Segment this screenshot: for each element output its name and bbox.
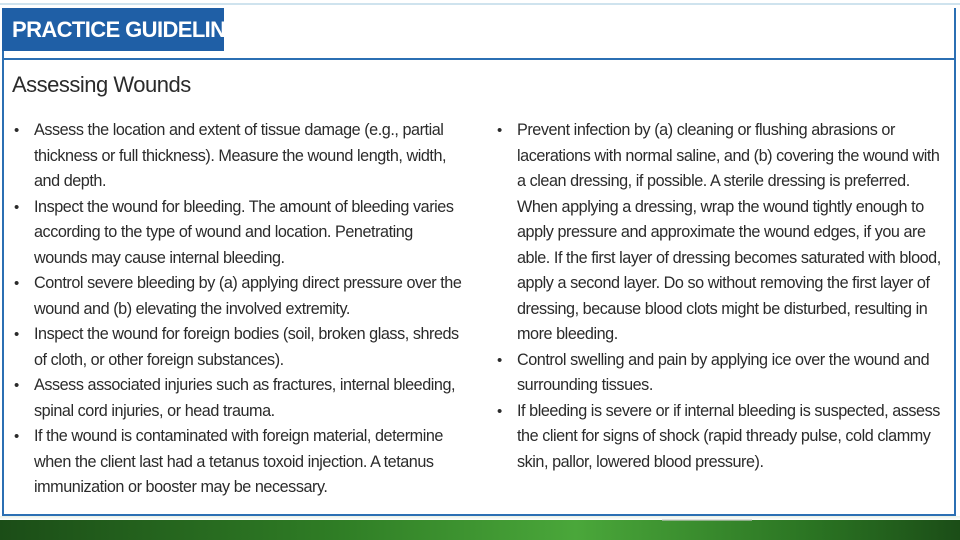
- list-item-text: If bleeding is severe or if internal bleeding is suspected, assess the client for signs of shock (rapid thready pulse, cold clammy skin, pallor, lowered blood pressure).: [517, 401, 940, 471]
- bullet-icon: •: [14, 275, 19, 292]
- list-item: [497, 348, 942, 399]
- bullet-icon: •: [14, 122, 19, 139]
- footer-green-bar: [0, 520, 960, 540]
- list-item: [497, 399, 942, 476]
- list-item: [14, 424, 469, 501]
- list-item-text: Control severe bleeding by (a) applying direct pressure over the wound and (b) elevating the involved extremity.: [34, 274, 462, 318]
- list-item-text: If the wound is contaminated with foreign material, determine when the client last had a tetanus toxoid injection. A tetanus immunization or booster may be necessary.: [34, 427, 443, 496]
- header-underline: [4, 58, 954, 60]
- list-item-text: Inspect the wound for foreign bodies (soil, broken glass, shreds of cloth, or other foreign substances).: [34, 325, 459, 369]
- footer-faint-mark: [662, 519, 752, 521]
- bullet-icon: •: [497, 402, 502, 420]
- bullet-icon: •: [14, 428, 19, 445]
- right-bullet-list: [497, 118, 942, 475]
- top-rule: [0, 3, 960, 5]
- bullet-icon: •: [14, 198, 19, 216]
- list-item: [14, 271, 469, 322]
- bullet-icon: •: [14, 377, 19, 394]
- list-item: [14, 322, 469, 373]
- list-item-text: Inspect the wound for bleeding. The amount of bleeding varies according to the type of wound and location. Penetrating wounds may cause internal bleeding.: [34, 197, 454, 267]
- list-item-text: Prevent infection by (a) cleaning or flushing abrasions or lacerations with normal saline, and (b) covering the wound with a clean dressing, if possible. A sterile dressing is preferred. When applying a dressing, wrap the wound tightly enough to apply pressure and approximate the wound edges, if you are able. If the first layer of dressing becomes saturated with blood, apply a second layer. Do so without removing the first layer of dressing, because blood clots might be disturbed, resulting in more bleeding.: [517, 121, 941, 343]
- list-item-text: Assess the location and extent of tissue damage (e.g., partial thickness or full thickness). Measure the wound length, width, and depth.: [34, 121, 447, 190]
- list-item: [14, 195, 469, 272]
- bullet-icon: •: [14, 326, 19, 343]
- list-item-text: Assess associated injuries such as fractures, internal bleeding, spinal cord injuries, or head trauma.: [34, 376, 456, 420]
- list-item: [497, 118, 942, 348]
- bullet-icon: •: [497, 351, 502, 369]
- list-item: [14, 373, 469, 424]
- list-item-text: Control swelling and pain by applying ice over the wound and surrounding tissues.: [517, 350, 930, 394]
- header-tab: PRACTICE GUIDELINES: [2, 8, 224, 51]
- list-item: [14, 118, 469, 195]
- bullet-icon: •: [497, 122, 502, 139]
- left-bullet-list: [14, 118, 469, 501]
- section-title: Assessing Wounds: [12, 72, 191, 97]
